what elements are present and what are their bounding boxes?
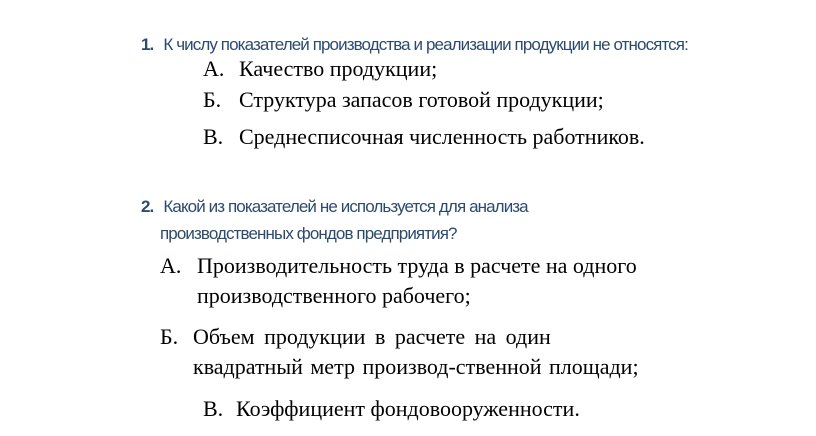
question-2-line2 (160, 223, 457, 245)
question-1-text: К числу показателей производства и реализации продукции не относятся: (163, 35, 688, 54)
q1-answer-c-text: Среднесписочная численность работников. (239, 124, 645, 149)
q2-answer-c-label: В. (203, 396, 224, 421)
q2-answer-a-line2: производственного рабочего; (197, 283, 471, 308)
q2-answer-b-line2: квадратный метр производ-ственной площади; (193, 354, 639, 379)
q2-answer-c (203, 395, 580, 423)
q1-answer-c-label: В. (203, 124, 224, 149)
question-2-number: 2. (141, 197, 154, 216)
q1-answer-b-text: Структура запасов готовой продукции; (239, 87, 604, 112)
q2-answer-a (160, 252, 637, 280)
q1-answer-b-label: Б. (203, 87, 222, 112)
q1-answer-a-label: А. (203, 56, 225, 81)
question-1-number: 1. (141, 35, 154, 54)
q2-answer-a-label: А. (160, 253, 182, 278)
q2-answer-b-cont (193, 353, 639, 381)
q2-answer-c-text: Коэффициент фондовооруженности. (236, 396, 580, 421)
q1-answer-c (203, 123, 645, 151)
q1-answer-a (203, 55, 437, 83)
q1-answer-b (203, 86, 604, 114)
q1-answer-a-text: Качество продукции; (239, 56, 438, 81)
question-2-text-line2: производственных фондов предприятия? (160, 224, 457, 243)
question-1 (141, 34, 688, 56)
question-2 (141, 196, 528, 218)
q2-answer-b-line1: Объем продукции в расчете на один (193, 324, 551, 349)
q2-answer-a-cont (197, 282, 471, 310)
q2-answer-b (160, 323, 551, 351)
q2-answer-a-line1: Производительность труда в расчете на одного (197, 253, 637, 278)
q2-answer-b-label: Б. (160, 324, 179, 349)
question-2-text-line1: Какой из показателей не используется для анализа (163, 197, 528, 216)
